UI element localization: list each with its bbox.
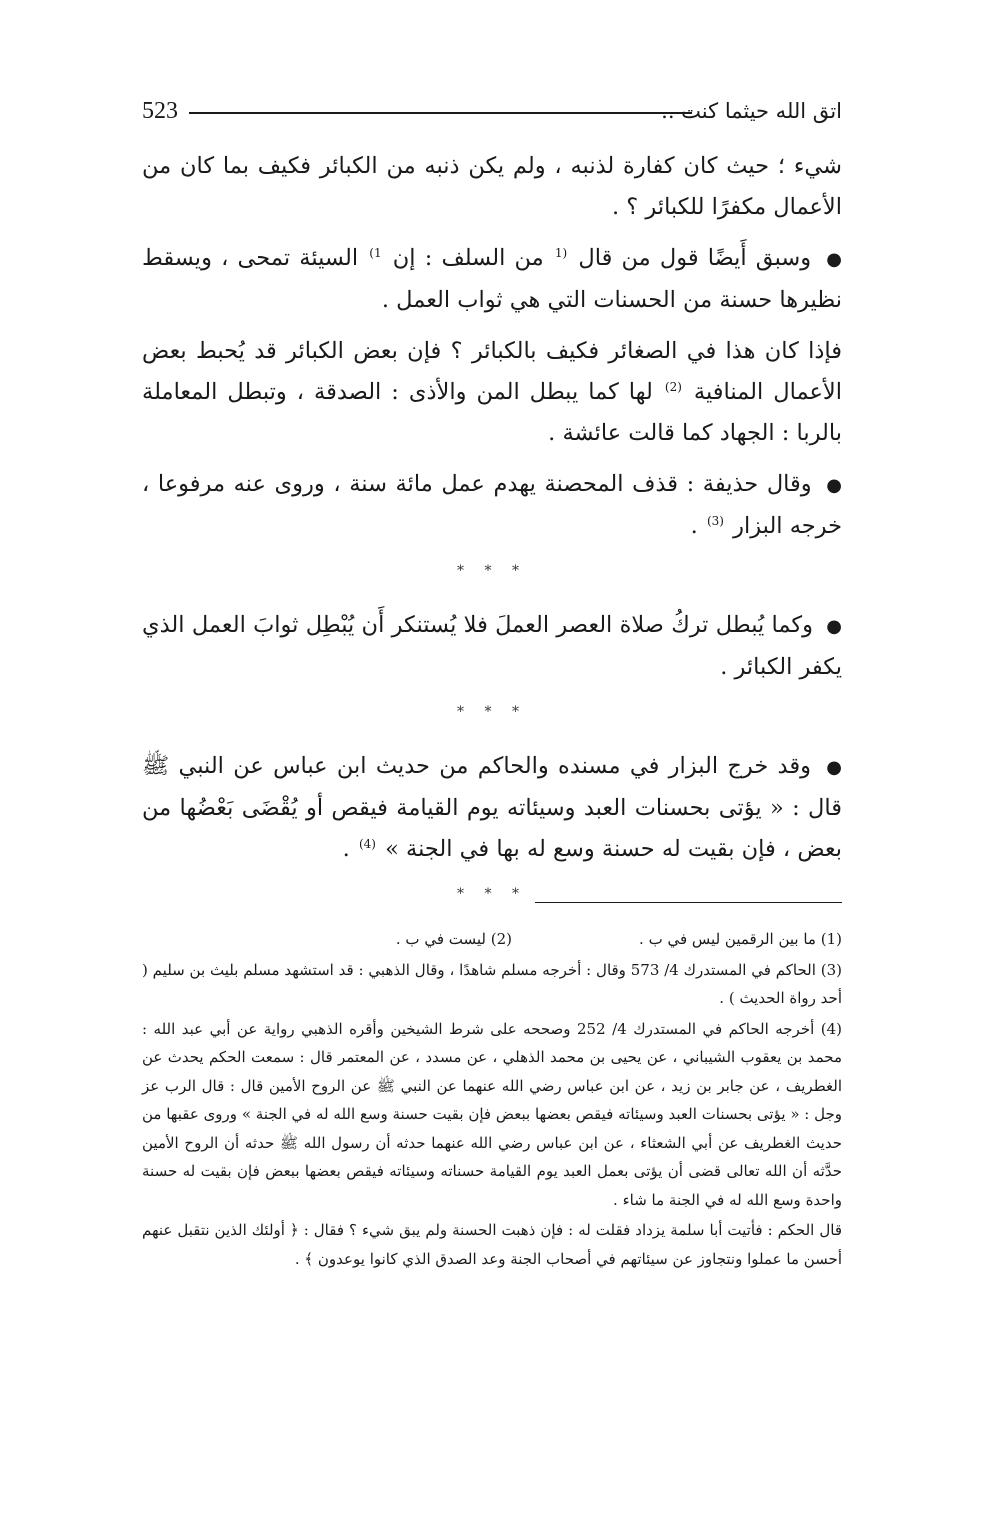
footnote-ref: (2) — [664, 379, 682, 394]
footnote-4-continued: قال الحكم : فأتيت أبا سلمة يزداد فقلت له : فإن ذهبت الحسنة ولم يبق شيء ؟ فقال : ﴿ أولئك الذين نتقبل عنهم أحسن ما عملوا ونتجاوز عن سيئاتهم في أصحاب الجنة وعد الصدق الذي كانوا يوعدون ﴾ . — [142, 1221, 842, 1268]
footnote-ref: (1 — [554, 245, 568, 260]
paragraph-5 — [142, 605, 842, 688]
main-text — [142, 146, 842, 928]
footnotes — [142, 925, 842, 1275]
paragraph-6-text-a: وقد خرج البزار في مسنده والحاكم من حديث ابن عباس عن النبي ﷺ قال : « يؤتى بحسنات العبد وسيئاته يوم القيامة فيقص أو يُقْضَى بَعْضُها من بعض ، فإن بقيت له حسنة وسع له بها في الجنة » — [142, 753, 842, 862]
running-title: اتق الله حيثما كنت .. — [661, 99, 842, 123]
bullet-icon: ● — [826, 616, 842, 637]
footnote-4: (4) أخرجه الحاكم في المستدرك 4/ 252 وصححه على شرط الشيخين وأقره الذهبي رواية عن أبي عبد الله : محمد بن يعقوب الشيباني ، عن يحيى بن محمد الذهلي ، عن مسدد ، عن المعتمر قال : سمعت الحكم يحدث عن الغطريف ، عن جابر بن زيد ، عن ابن عباس رضي الله عنهما عن النبي ﷺ عن الروح الأمين قال : قال الرب عز وجل : « يؤتى بحسنات العبد وسيئاته فيقص بعضها ببعض فإن بقيت حسنة وسع الله له في الجنة » وروى عقبها من حديث الغطريف عن أبي الشعثاء ، عن ابن عباس رضي الله عنهما حدثه أن رسول الله ﷺ حدثه أن الروح الأمين حدَّثه أن الله تعالى قضى أن يؤتى بعمل العبد يوم القيامة حسناته وسيئاته فيقص بعضها ببعض فإن بقيت له حسنة واحدة وسع الله له في الجنة ما شاء . — [142, 1019, 842, 1209]
footnote-ref: 1) — [369, 245, 382, 260]
paragraph-4 — [142, 464, 842, 547]
footnote-row — [142, 925, 842, 954]
paragraph-3-text-a: فإذا كان هذا في الصغائر فكيف بالكبائر ؟ فإن بعض الكبائر قد يُحبط بعض الأعمال المنافية — [142, 338, 842, 405]
footnote-rule — [535, 902, 842, 903]
paragraph-6 — [142, 746, 842, 870]
paragraph-4-text-a: وقال حذيفة : قذف المحصنة يهدم عمل مائة سنة ، وروى عنه مرفوعا ، خرجه البزار — [142, 471, 842, 539]
paragraph-4-text-b: . — [690, 513, 698, 539]
footnote-1: (1) ما بين الرقمين ليس في ب . — [639, 930, 842, 948]
paragraph-2-text-c: السيئة تمحى ، ويسقط نظيرها حسنة من الحسنات التي هي ثواب العمل . — [142, 245, 842, 313]
footnote-2: (2) ليست في ب . — [395, 930, 512, 948]
bullet-icon: ● — [826, 475, 843, 496]
section-separator: * * * — [457, 563, 527, 579]
header-rule — [189, 112, 692, 114]
paragraph-1-text: شيء ؛ حيث كان كفارة لذنبه ، ولم يكن ذنبه من الكبائر فكيف بما كان من الأعمال مكفرًا للكبائر ؟ . — [142, 153, 842, 220]
paragraph-2 — [142, 238, 842, 321]
paragraph-2-text-a: وسبق أَيضًا قول من قال — [578, 245, 812, 271]
section-separator: * * * — [457, 886, 527, 902]
paragraph-2-text-b: من السلف : إن — [392, 245, 544, 271]
bullet-icon: ● — [826, 757, 842, 778]
footnote-3: (3) الحاكم في المستدرك 4/ 573 وقال : أخرجه مسلم شاهدًا ، وقال الذهبي : قد استشهد مسلم بليث بن سليم ( أحد رواة الحديث ) . — [142, 960, 843, 1007]
paragraph-1 — [142, 146, 842, 228]
footnote-ref: (3) — [706, 513, 724, 528]
footnote-ref: (4) — [358, 836, 376, 851]
paragraph-3 — [142, 331, 842, 454]
bullet-icon: ● — [826, 249, 842, 270]
paragraph-3-text-b: لها كما يبطل المن والأذى : الصدقة ، وتبطل المعاملة بالربا : الجهاد كما قالت عائشة . — [142, 379, 842, 446]
paragraph-6-text-b: . — [342, 836, 350, 862]
paragraph-5-text: وكما يُبطل تركُ صلاة العصر العملَ فلا يُستنكر أَن يُبْطِل ثوابَ العمل الذي يكفر الكبائر . — [142, 612, 842, 680]
section-separator: * * * — [457, 704, 527, 720]
page-number: 523 — [142, 98, 178, 124]
running-header — [142, 96, 842, 126]
